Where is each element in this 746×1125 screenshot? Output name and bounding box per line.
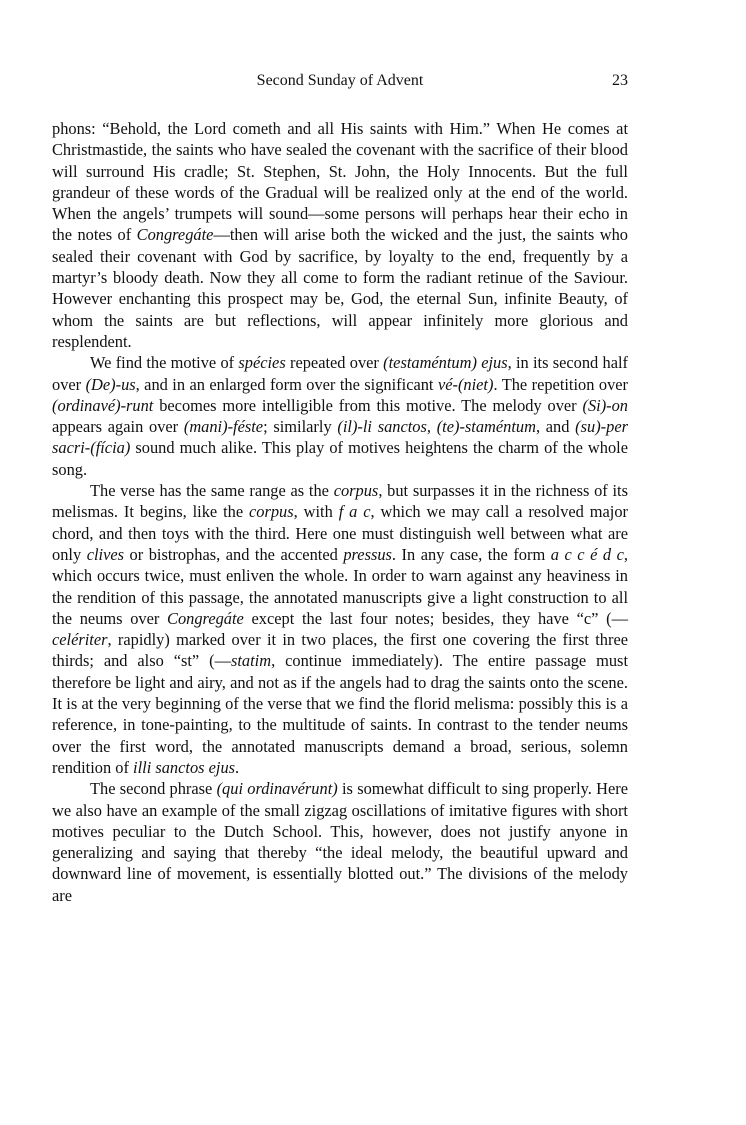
paragraph (52, 352, 628, 480)
text-run: appears again over (52, 417, 184, 437)
italic-text-run: corpus (249, 502, 294, 522)
italic-text-run: celériter (52, 630, 108, 650)
text-run: , but surpasses it in the richness of its melismas. It begins, like the (52, 481, 628, 522)
text-run: , which we may call a resolved major chord, and then toys with the third. Here one must distinguish well between what are only (52, 502, 628, 564)
text-run: We find the motive of (90, 353, 239, 373)
italic-text-run: vé-(niet) (437, 374, 494, 394)
italic-text-run: (testaméntum) ejus (383, 353, 508, 373)
italic-text-run: statim (231, 651, 272, 671)
running-head (52, 72, 628, 94)
text-run: The second phrase (90, 779, 217, 799)
text-run: , with (293, 502, 339, 522)
italic-text-run: (De)-us (85, 374, 136, 394)
running-title: Second Sunday of Advent (256, 72, 424, 89)
italic-text-run: spécies (238, 353, 286, 373)
italic-text-run: pressus (343, 544, 392, 564)
text-run: . (235, 757, 240, 777)
italic-text-run: a c c é d c (550, 544, 624, 564)
text-run: . The repetition over (493, 374, 628, 394)
text-run: . In any case, the form (391, 544, 551, 564)
paragraph (52, 778, 628, 906)
text-run: repeated over (285, 353, 384, 373)
text-run: except the last four notes; besides, they have “c” (— (243, 608, 628, 628)
italic-text-run: (il)-li sanctos, (te)-staméntum (337, 417, 536, 437)
text-run: , rapidly) marked over it in two places, the first one covering the first three thirds; and also “st” (— (52, 630, 628, 671)
text-run: sound much alike. This play of motives heightens the charm of the whole song. (52, 438, 628, 479)
paragraph (52, 480, 628, 778)
text-run: becomes more intelligible from this motive. The melody over (153, 395, 583, 415)
text-run: , and in an enlarged form over the significant (135, 374, 438, 394)
text-run: is somewhat difficult to sing properly. Here we also have an example of the small zigzag oscillations of imitative figures with short motives peculiar to the Dutch School. This, however, does not justify anyone in generalizing and saying that thereby “the ideal melody, the beautiful upward and downward line of movement, is essentially blotted out.” The divisions of the melody are (52, 779, 628, 905)
text-run: , continue immediately). The entire passage must therefore be light and airy, and not as if the angels had to drag the saints onto the scene. It is at the very beginning of the verse that we find the florid melisma: possibly this is a reference, in tone-painting, to the multitude of saints. In contrast to the tender neums over the first word, the annotated manuscripts demand a broad, serious, solemn rendition of (52, 651, 628, 777)
text-run: The verse has the same range as the (90, 481, 334, 501)
text-run: —then will arise both the wicked and the just, the saints who sealed their covenant with God by sacrifice, by loyalty to the end, frequently by a martyr’s bloody death. Now they all come to form the radiant retinue of the Saviour. However enchanting this prospect may be, God, the eternal Sun, infinite Beauty, of whom the saints are but reflections, will appear infinitely more glorious and resplendent. (52, 225, 628, 351)
text-run: or bistrophas, and the accented (124, 544, 344, 564)
italic-text-run: (su)-per sacri-(fícia) (52, 417, 628, 458)
italic-text-run: Congregáte (167, 608, 244, 628)
text-run: phons: “Behold, the Lord cometh and all His saints with Him.” When He comes at Christmastide, the saints who have sealed the covenant with the sacrifice of their blood will surround His cradle; St. Stephen, St. John, the Holy Innocents. But the full grandeur of these words of the Gradual will be realized only at the end of the world. When the angels’ trumpets will sound—some persons will perhaps hear their echo in the notes of (52, 119, 628, 245)
italic-text-run: (Si)-on (582, 395, 628, 415)
italic-text-run: (qui ordinavérunt) (216, 779, 338, 799)
italic-text-run: corpus (333, 481, 379, 501)
italic-text-run: clives (86, 544, 124, 564)
text-run: , in its second half over (52, 353, 628, 394)
text-run: ; similarly (263, 417, 338, 437)
paragraph (52, 118, 628, 352)
italic-text-run: Congregáte (136, 225, 214, 245)
body-text (52, 118, 628, 906)
italic-text-run: (ordinavé)-runt (52, 395, 154, 415)
italic-text-run: f a c (338, 502, 371, 522)
page-number: 23 (612, 72, 628, 89)
italic-text-run: (mani)-féste (183, 417, 264, 437)
text-run: , which occurs twice, must enliven the whole. In order to warn against any heaviness in the rendition of this passage, the annotated manuscripts give a light construction to all the neums over (52, 544, 628, 628)
text-run: , and (535, 417, 576, 437)
italic-text-run: illi sanctos ejus (133, 757, 236, 777)
